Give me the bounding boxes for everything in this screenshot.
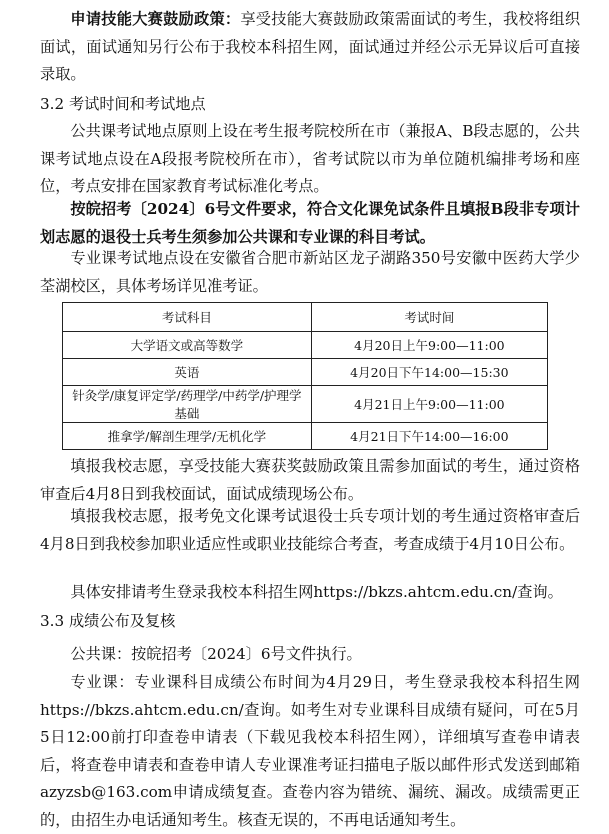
section-heading-3-3: 3.3 成绩公布及复核 bbox=[40, 612, 176, 630]
table-row bbox=[63, 332, 548, 359]
paragraph-professional-exam-location: 专业课考试地点设在安徽省合肥市新站区龙子湖路350号安徽中医药大学少荃湖校区，具体考场详见准考证。 bbox=[40, 249, 580, 295]
policy-text: 享受技能大赛鼓励政策需面试的考生，我校将组织面试，面试通知另行公布于我校本科招生网，面试通过并经公示无异议后可直接录取。 bbox=[40, 10, 581, 83]
paragraph-skill-contest-policy bbox=[40, 6, 580, 89]
table-cell-subject: 针灸学/康复评定学/药理学/中药学/护理学基础 bbox=[63, 386, 312, 423]
table-row bbox=[63, 359, 548, 386]
table-cell-time: 4月20日上午9:00—11:00 bbox=[311, 332, 547, 359]
table-header-subject: 考试科目 bbox=[63, 303, 312, 332]
exam-schedule-table bbox=[62, 302, 548, 450]
paragraph-public-course-scores: 公共课：按皖招考〔2024〕6号文件执行。 bbox=[70, 645, 362, 663]
table-cell-subject: 推拿学/解剖生理学/无机化学 bbox=[63, 423, 312, 450]
paragraph-website-query: 具体安排请考生登录我校本科招生网https://bkzs.ahtcm.edu.cn/查询。 bbox=[70, 583, 563, 601]
table-cell-subject: 英语 bbox=[63, 359, 312, 386]
table-row bbox=[63, 386, 548, 423]
table-row bbox=[63, 423, 548, 450]
table-cell-time: 4月20日下午14:00—15:30 bbox=[311, 359, 547, 386]
table-header-row bbox=[63, 303, 548, 332]
paragraph-interview-schedule: 填报我校志愿，享受技能大赛获奖鼓励政策且需参加面试的考生，通过资格审查后4月8日到我校面试，面试成绩现场公布。 bbox=[40, 457, 580, 503]
table-cell-time: 4月21日下午14:00—16:00 bbox=[311, 423, 547, 450]
paragraph-public-exam-location: 公共课考试地点原则上设在考生报考院校所在市（兼报A、B段志愿的，公共课考试地点设在A段报考院校所在市），省考试院以市为单位随机编排考场和座位，考点安排在国家教育考试标准化考点。 bbox=[40, 122, 580, 195]
table-cell-subject: 大学语文或高等数学 bbox=[63, 332, 312, 359]
paragraph-veteran-assessment: 填报我校志愿，报考免文化课考试退役士兵专项计划的考生通过资格审查后4月8日到我校参加职业适应性或职业技能综合考查，考查成绩于4月10日公布。 bbox=[40, 507, 580, 553]
table-cell-time: 4月21日上午9:00—11:00 bbox=[311, 386, 547, 423]
policy-label: 申请技能大赛鼓励政策： bbox=[70, 10, 241, 28]
section-heading-3-2: 3.2 考试时间和考试地点 bbox=[40, 95, 206, 113]
paragraph-veteran-requirement: 按皖招考〔2024〕6号文件要求，符合文化课免试条件且填报B段非专项计划志愿的退役士兵考生须参加公共课和专业课的科目考试。 bbox=[40, 200, 580, 246]
table-header-time: 考试时间 bbox=[311, 303, 547, 332]
paragraph-professional-course-scores: 专业课：专业课科目成绩公布时间为4月29日，考生登录我校本科招生网https://bkzs.ahtcm.edu.cn/查询。如考生对专业课科目成绩有疑问，可在5月5日12:00前打印查卷申请表（下载见我校本科招生网），详细填写查卷申请表后，将查卷申请表和查卷申请人专业课准考证扫描电子版以邮件形式发送到邮箱azyzsb@163.com申请成绩复查。查卷内容为错统、漏统、漏改。成绩需更正的，由招生办电话通知考生。核查无误的，不再电话通知考生。 bbox=[40, 673, 580, 829]
